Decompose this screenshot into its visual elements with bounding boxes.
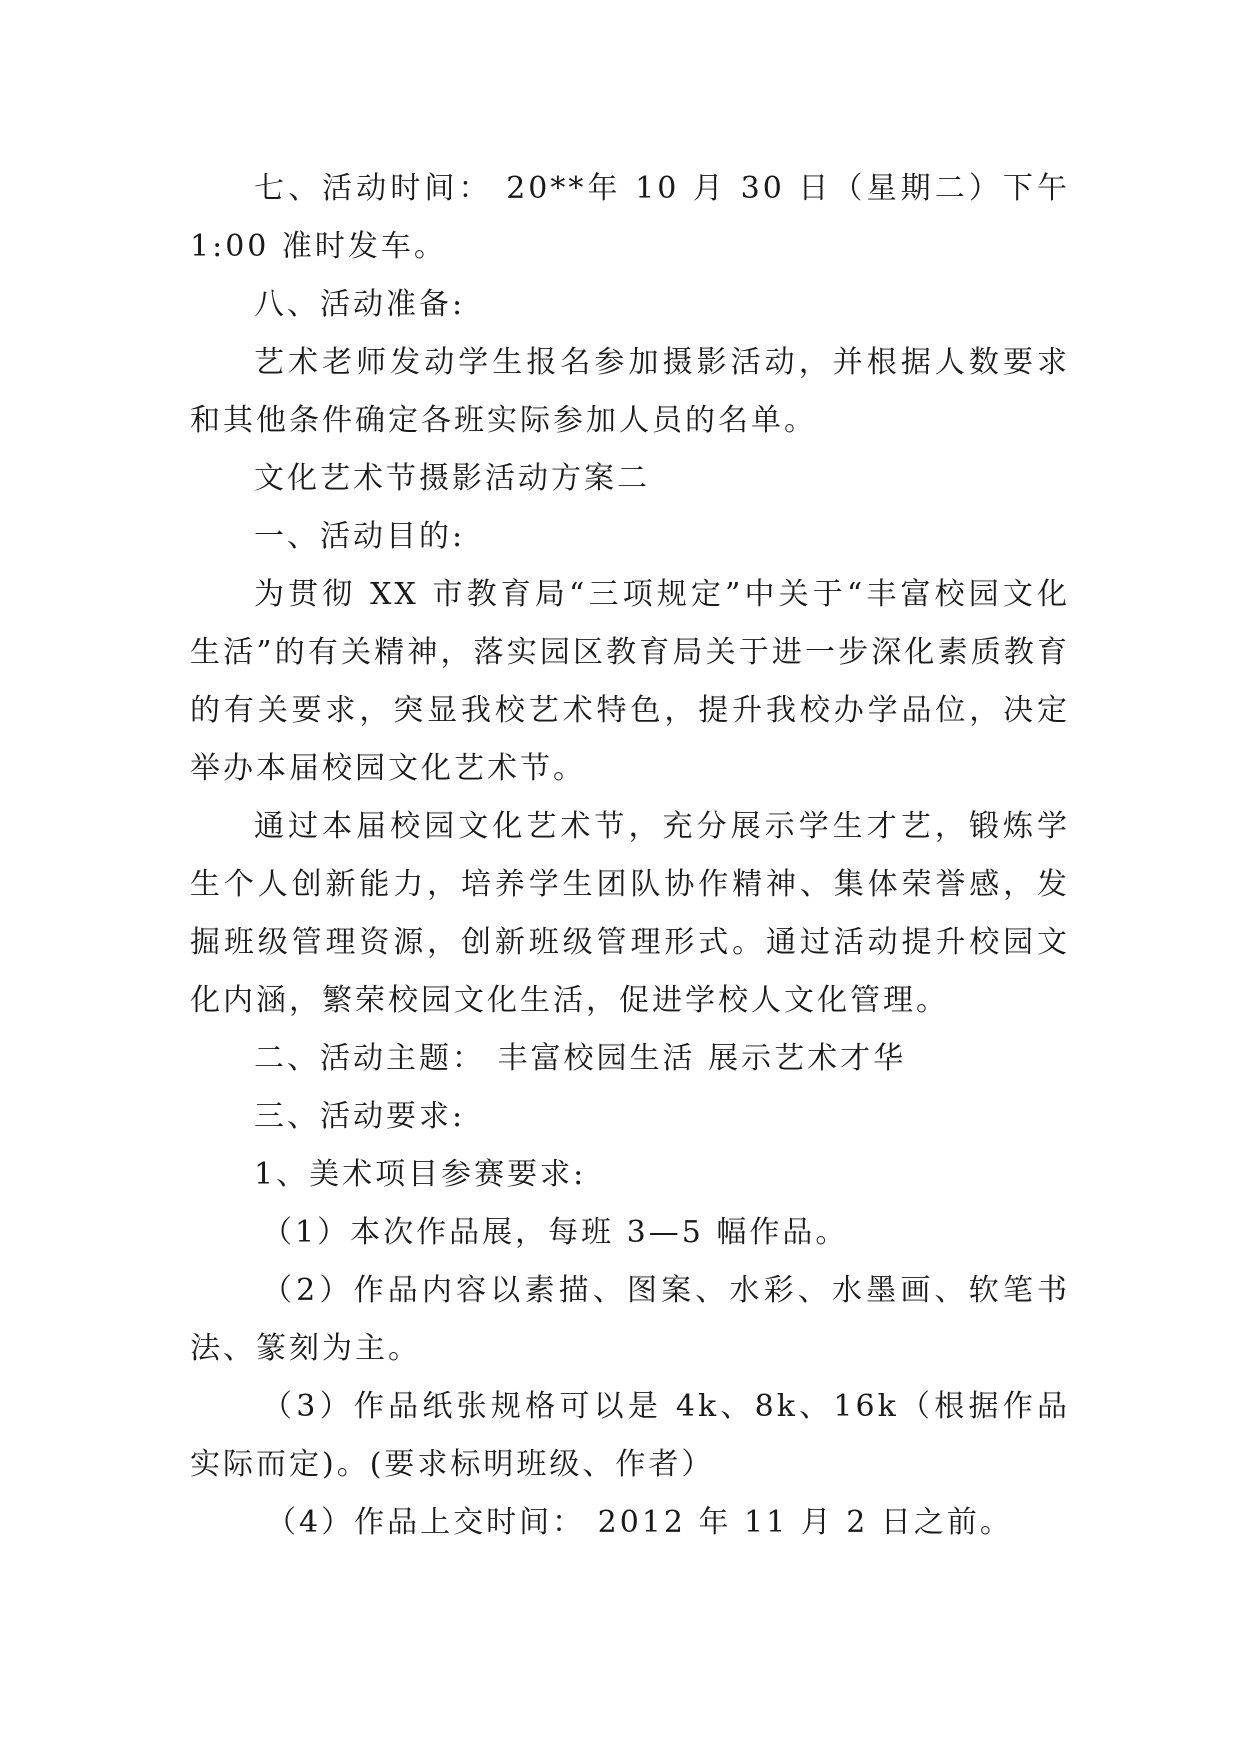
list-item-requirement-4: （4）作品上交时间： 2012 年 11 月 2 日之前。 xyxy=(266,1505,1013,1540)
document-body xyxy=(190,160,1070,1552)
list-item-requirement-3: （3）作品纸张规格可以是 4k、8k、16k（根据作品实际而定)。(要求标明班级、作者） xyxy=(190,1389,1070,1482)
heading-art-requirements: 1、美术项目参赛要求: xyxy=(254,1157,587,1192)
paragraph-purpose-2: 通过本届校园文化艺术节，充分展示学生才艺，锻炼学生个人创新能力，培养学生团队协作精神、集体荣誉感，发掘班级管理资源，创新班级管理形式。通过活动提升校园文化内涵，繁荣校园文化生活，促进学校人文化管理。 xyxy=(190,809,1070,1018)
heading-activity-purpose: 一、活动目的: xyxy=(254,519,466,554)
heading-activity-preparation: 八、活动准备: xyxy=(254,287,466,322)
paragraph-purpose-1: 为贯彻 XX 市教育局“三项规定”中关于“丰富校园文化生活”的有关精神，落实园区教育局关于进一步深化素质教育的有关要求，突显我校艺术特色，提升我校办学品位，决定举办本届校园文化艺术节。 xyxy=(190,577,1070,786)
paragraph-preparation-detail: 艺术老师发动学生报名参加摄影活动，并根据人数要求和其他条件确定各班实际参加人员的名单。 xyxy=(190,345,1070,438)
section-title-plan-two: 文化艺术节摄影活动方案二 xyxy=(254,461,650,496)
paragraph-activity-time: 七、活动时间： 20**年 10 月 30 日（星期二）下午 1:00 准时发车。 xyxy=(190,171,1070,264)
heading-activity-theme: 二、活动主题： 丰富校园生活 展示艺术才华 xyxy=(254,1041,907,1076)
list-item-requirement-1: （1）本次作品展，每班 3—5 幅作品。 xyxy=(262,1215,849,1250)
list-item-requirement-2: （2）作品内容以素描、图案、水彩、水墨画、软笔书法、篆刻为主。 xyxy=(190,1273,1070,1366)
heading-activity-requirements: 三、活动要求: xyxy=(254,1099,466,1134)
